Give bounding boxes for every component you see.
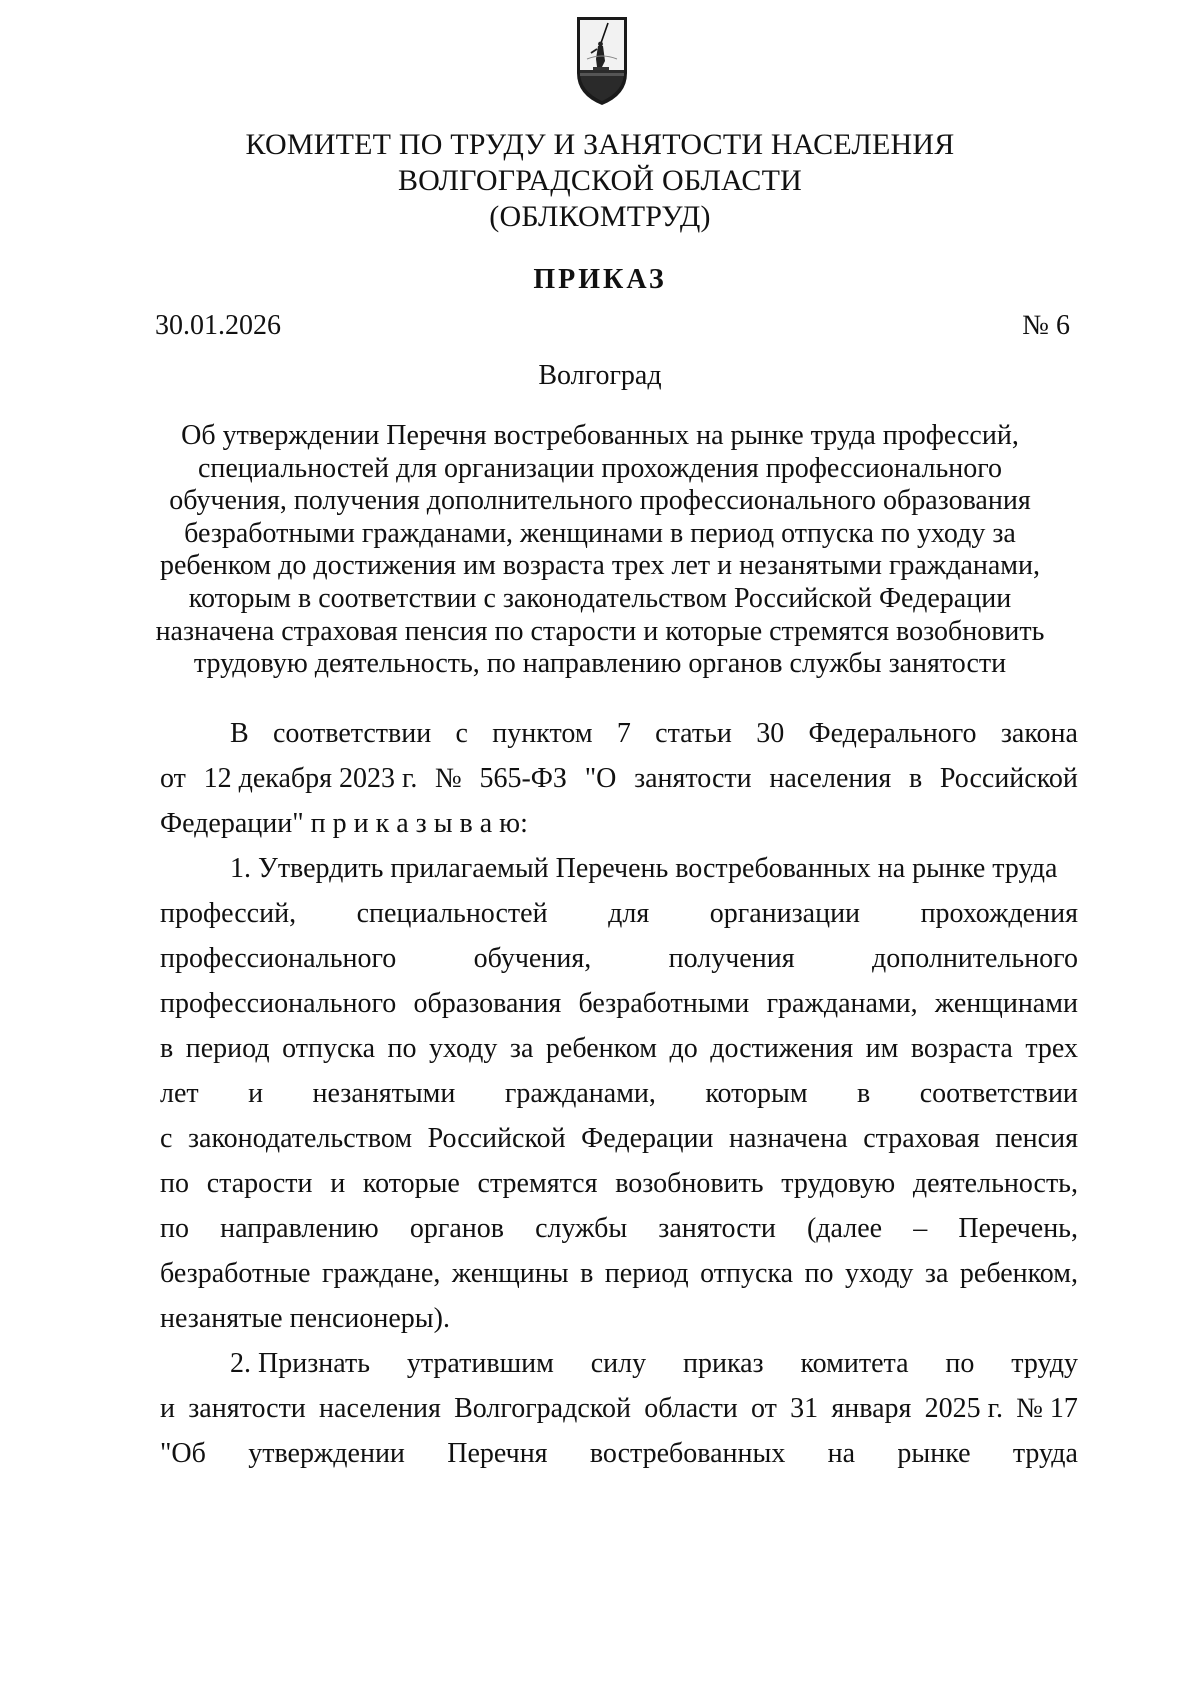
subject-line: назначена страховая пенсия по старости и которые стремятся возобновить (155, 615, 1045, 647)
body-word: профессий, (160, 898, 297, 929)
item1-line (160, 1168, 1078, 1208)
body-word: в (580, 1258, 594, 1289)
body-word: № (435, 763, 462, 794)
body-word: прохождения (920, 898, 1078, 929)
subject-line: обучения, получения дополнительного профессионального образования (169, 485, 1031, 517)
body-word: Российской (939, 763, 1078, 794)
body-word: безработные (160, 1258, 311, 1289)
organization-abbreviation: (ОБЛКОМТРУД) (489, 200, 711, 233)
subject-line: которым в соответствии с законодательством Российской Федерации (188, 582, 1012, 614)
item1-line (160, 1033, 1078, 1073)
volgograd-coat-of-arms-icon (575, 15, 629, 107)
body-word: комитета (800, 1348, 909, 1379)
preamble-line (160, 808, 1078, 848)
body-word: соответствии (919, 1078, 1078, 1109)
body-word: приказ (682, 1348, 764, 1379)
body-word: Перечня (447, 1438, 548, 1469)
body-word: утратившим (406, 1348, 554, 1379)
body-word: лет (160, 1078, 199, 1109)
organization-name-line-1: КОМИТЕТ ПО ТРУДУ И ЗАНЯТОСТИ НАСЕЛЕНИЯ (245, 128, 955, 161)
body-word: В (230, 718, 249, 749)
body-word: населения (319, 1393, 441, 1424)
document-number: № 6 (1022, 310, 1070, 341)
subject-line: безработными гражданами, женщинами в период отпуска по уходу за (184, 517, 1016, 549)
body-word: в (908, 763, 923, 794)
body-word: "Об (160, 1438, 206, 1469)
body-word: организации (709, 898, 861, 929)
body-word: "О (584, 763, 617, 794)
body-word: 2025 г. (924, 1393, 1003, 1424)
body-word: и (248, 1078, 264, 1109)
body-word: занятости (658, 1213, 776, 1244)
body-word: пенсия (995, 1123, 1078, 1154)
body-word: Российской (427, 1123, 566, 1154)
body-word: обучения, (473, 943, 592, 974)
body-word: за (509, 1033, 534, 1064)
item1-line (160, 1303, 1078, 1343)
body-word: востребованных (589, 1438, 786, 1469)
body-word: старости (206, 1168, 313, 1199)
document-city: Волгоград (538, 360, 662, 391)
body-word: Перечень, (958, 1213, 1078, 1244)
preamble-line (160, 763, 1078, 803)
body-word: гражданами, (504, 1078, 656, 1109)
body-word: (далее (806, 1213, 883, 1244)
body-word: которые (362, 1168, 460, 1199)
body-word: безработными (578, 988, 750, 1019)
body-word: рынке (897, 1438, 971, 1469)
body-word: для (608, 898, 650, 929)
body-word: области (644, 1393, 738, 1424)
body-word: назначена (728, 1123, 848, 1154)
body-word: которым (705, 1078, 808, 1109)
body-word: уходу (429, 1033, 498, 1064)
body-word: по (945, 1348, 975, 1379)
body-word: службы (535, 1213, 628, 1244)
preamble-line (160, 718, 1078, 758)
body-word: достижения (710, 1033, 854, 1064)
subject-line: ребенком до достижения им возраста трех лет и незанятыми гражданами, (160, 550, 1040, 582)
body-word: закона (1000, 718, 1078, 749)
body-word: 1. Утвердить прилагаемый Перечень востребованных на рынке труда (230, 853, 1058, 884)
body-word: уходу (845, 1258, 914, 1289)
body-word: по (387, 1033, 417, 1064)
body-word: – (913, 1213, 928, 1244)
body-word: граждане, (321, 1258, 441, 1289)
body-word: от (751, 1393, 777, 1424)
body-word: на (827, 1438, 856, 1469)
body-word: и (160, 1393, 175, 1424)
body-word: отпуска (282, 1033, 375, 1064)
body-word: специальностей (356, 898, 548, 929)
organization-name-line-2: ВОЛГОГРАДСКОЙ ОБЛАСТИ (397, 164, 803, 197)
body-word: профессионального (160, 943, 397, 974)
body-word: 30 (756, 718, 785, 749)
body-word: женщинами (934, 988, 1078, 1019)
body-word: законодательством (187, 1123, 413, 1154)
body-word: Волгоградской (454, 1393, 631, 1424)
body-word: с (455, 718, 468, 749)
body-word: профессионального (160, 988, 397, 1019)
body-word: им (865, 1033, 899, 1064)
body-word: статьи (655, 718, 732, 749)
body-word: с (160, 1123, 173, 1154)
body-word: незанятые пенсионеры). (160, 1303, 450, 1334)
body-word: труда (1012, 1438, 1078, 1469)
body-word: занятости (188, 1393, 306, 1424)
body-word: деятельность, (912, 1168, 1078, 1199)
body-word: период (604, 1258, 689, 1289)
body-word: по (160, 1168, 189, 1199)
body-word: пунктом (492, 718, 593, 749)
item1-line (160, 1258, 1078, 1298)
body-word: Федерации" п р и к а з ы в а ю: (160, 808, 528, 839)
body-word: января (831, 1393, 912, 1424)
body-word: ребенком, (959, 1258, 1078, 1289)
body-word: 31 (790, 1393, 819, 1424)
body-word: 2. Признать (230, 1348, 370, 1379)
item1-line (160, 988, 1078, 1028)
document-subject (100, 420, 1100, 681)
item2-line (160, 1348, 1078, 1388)
body-word: занятости (634, 763, 752, 794)
body-word: женщины (451, 1258, 569, 1289)
body-word: возраста (910, 1033, 1013, 1064)
body-word: получения (668, 943, 795, 974)
item2-line (160, 1393, 1078, 1433)
item1-line (160, 1213, 1078, 1253)
body-word: населения (769, 763, 892, 794)
body-word: страховая (863, 1123, 980, 1154)
body-word: дополнительного (871, 943, 1078, 974)
body-word: силу (590, 1348, 647, 1379)
body-word: за (924, 1258, 949, 1289)
body-word: утверждении (248, 1438, 405, 1469)
item1-line (160, 898, 1078, 938)
body-word: трудовую (781, 1168, 896, 1199)
body-word: № 17 (1016, 1393, 1078, 1424)
body-word: по (160, 1213, 189, 1244)
item2-line (160, 1438, 1078, 1478)
body-word: период (185, 1033, 270, 1064)
body-word: трех (1025, 1033, 1078, 1064)
body-word: возобновить (615, 1168, 764, 1199)
subject-line: специальностей для организации прохождения профессионального (197, 452, 1003, 484)
item1-line (160, 1078, 1078, 1118)
body-word: незанятыми (312, 1078, 456, 1109)
body-word: труду (1011, 1348, 1078, 1379)
body-word: в (160, 1033, 174, 1064)
body-word: и (330, 1168, 346, 1199)
body-word: образования (413, 988, 562, 1019)
body-word: до (669, 1033, 698, 1064)
body-word: 12 декабря 2023 г. (203, 763, 418, 794)
body-word: Федерального (808, 718, 977, 749)
body-word: направлению (220, 1213, 379, 1244)
body-word: Федерации (581, 1123, 714, 1154)
item1-line (160, 853, 1078, 893)
item1-line (160, 943, 1078, 983)
body-word: органов (409, 1213, 504, 1244)
document-date: 30.01.2026 (155, 310, 281, 341)
subject-line: Об утверждении Перечня востребованных на рынке труда профессий, (181, 420, 1019, 451)
body-word: 565-ФЗ (479, 763, 567, 794)
body-word: гражданами, (766, 988, 918, 1019)
body-word: от (160, 763, 186, 794)
body-word: в (857, 1078, 871, 1109)
body-word: стремятся (477, 1168, 598, 1199)
item1-line (160, 1123, 1078, 1163)
body-word: отпуска (700, 1258, 794, 1289)
document-type-title: ПРИКАЗ (533, 264, 667, 295)
body-word: соответствии (273, 718, 432, 749)
body-word: 7 (616, 718, 631, 749)
body-word: по (804, 1258, 834, 1289)
subject-line: трудовую деятельность, по направлению органов службы занятости (193, 648, 1007, 680)
body-word: ребенком (545, 1033, 658, 1064)
